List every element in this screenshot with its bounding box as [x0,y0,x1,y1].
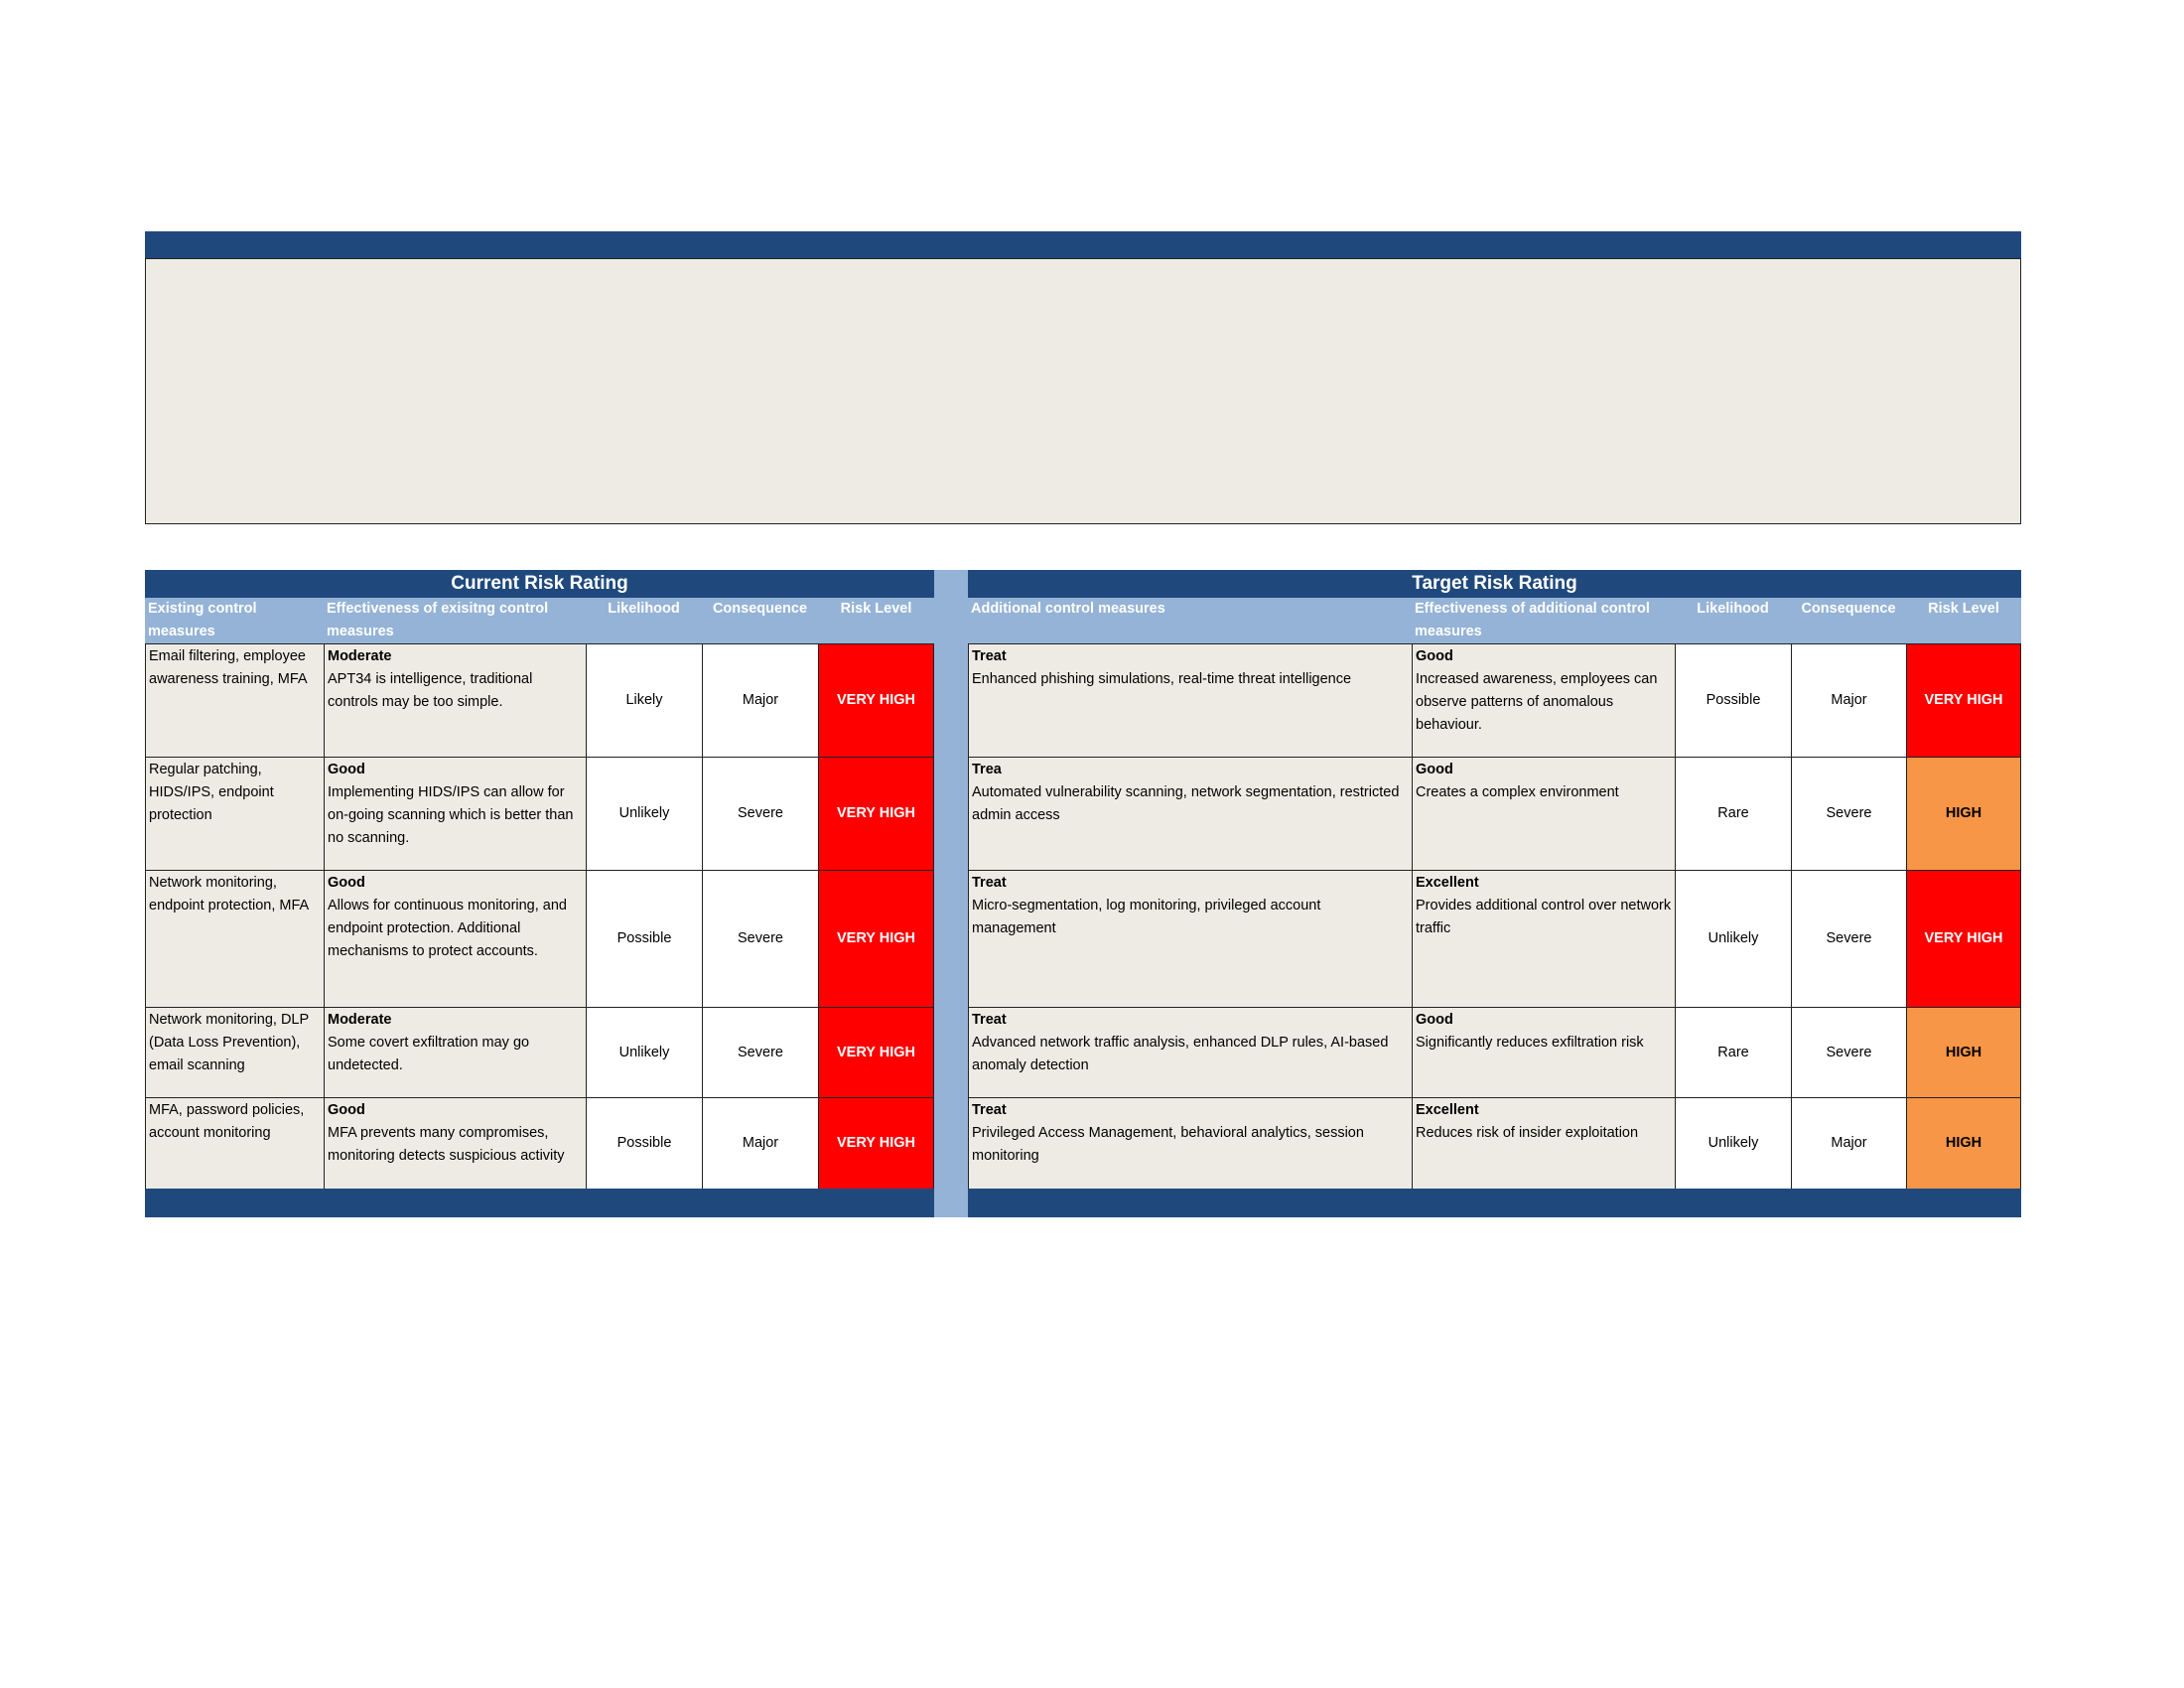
current-consequence-cell: Severe [702,1007,819,1098]
current-controls-cell: Network monitoring, endpoint protection, MFA [145,870,325,1008]
target-effectiveness-cell [1412,643,1676,758]
target-likelihood-cell: Unlikely [1675,1097,1792,1190]
current-likelihood-cell: Likely [586,643,703,758]
effectiveness-rating: Excellent [1416,1102,1479,1118]
current-effectiveness-cell [324,870,587,1008]
additional-controls-text: Advanced network traffic analysis, enhanced DLP rules, AI-based anomaly detection [972,1035,1389,1073]
effectiveness-text: Some covert exfiltration may go undetected. [328,1035,530,1073]
effectiveness-rating: Good [328,875,365,891]
additional-controls-text: Automated vulnerability scanning, network segmentation, restricted admin access [972,784,1400,823]
target-consequence-cell: Severe [1791,1007,1907,1098]
header-current-risk-level: Risk Level [818,598,934,643]
target-risk-level-badge: HIGH [1906,757,2021,871]
target-likelihood-cell: Rare [1675,1007,1792,1098]
target-controls-cell [968,870,1413,1008]
treatment-label: Treat [972,1012,1007,1028]
current-risk-level-badge: VERY HIGH [818,1097,934,1190]
effectiveness-rating: Moderate [328,648,392,664]
effectiveness-rating: Good [1416,648,1453,664]
target-consequence-cell: Severe [1791,870,1907,1008]
effectiveness-rating: Good [1416,1012,1453,1028]
target-risk-level-badge: VERY HIGH [1906,643,2021,758]
effectiveness-rating: Excellent [1416,875,1479,891]
target-controls-cell [968,643,1413,758]
target-controls-cell [968,1007,1413,1098]
target-effectiveness-cell [1412,1097,1676,1190]
header-current-consequence: Consequence [702,598,818,643]
current-likelihood-cell: Possible [586,870,703,1008]
target-consequence-cell: Major [1791,643,1907,758]
target-consequence-cell: Major [1791,1097,1907,1190]
section-divider [934,570,968,1217]
effectiveness-text: Significantly reduces exfiltration risk [1416,1035,1644,1051]
effectiveness-text: APT34 is intelligence, traditional controls may be too simple. [328,671,533,710]
header-existing-effectiveness: Effectiveness of exisitng control measures [324,598,586,643]
additional-controls-text: Micro-segmentation, log monitoring, privileged account management [972,898,1321,936]
effectiveness-text: Creates a complex environment [1416,784,1619,800]
current-effectiveness-cell [324,1007,587,1098]
current-risk-rating-header: Current Risk Rating [145,570,934,598]
target-likelihood-cell: Possible [1675,643,1792,758]
current-consequence-cell: Major [702,643,819,758]
current-consequence-cell: Severe [702,870,819,1008]
header-additional-effectiveness: Effectiveness of additional control measures [1412,598,1675,643]
notes-area [145,258,2021,524]
current-risk-level-badge: VERY HIGH [818,1007,934,1098]
header-current-likelihood: Likelihood [586,598,702,643]
target-effectiveness-cell [1412,1007,1676,1098]
current-consequence-cell: Major [702,1097,819,1190]
target-consequence-cell: Severe [1791,757,1907,871]
effectiveness-text: Allows for continuous monitoring, and endpoint protection. Additional mechanisms to protect accounts. [328,898,567,959]
target-controls-cell [968,757,1413,871]
target-controls-cell [968,1097,1413,1190]
effectiveness-rating: Good [328,1102,365,1118]
current-effectiveness-cell [324,643,587,758]
top-banner [145,231,2021,258]
effectiveness-text: Implementing HIDS/IPS can allow for on-going scanning which is better than no scanning. [328,784,574,846]
additional-controls-text: Privileged Access Management, behavioral analytics, session monitoring [972,1125,1364,1164]
effectiveness-text: Provides additional control over network traffic [1416,898,1672,936]
target-likelihood-cell: Unlikely [1675,870,1792,1008]
header-target-risk-level: Risk Level [1906,598,2021,643]
current-likelihood-cell: Unlikely [586,1007,703,1098]
effectiveness-text: MFA prevents many compromises, monitoring detects suspicious activity [328,1125,565,1164]
current-consequence-cell: Severe [702,757,819,871]
effectiveness-text: Reduces risk of insider exploitation [1416,1125,1639,1141]
target-footer-band [968,1189,2021,1217]
treatment-label: Treat [972,1102,1007,1118]
current-controls-cell: Network monitoring, DLP (Data Loss Prevention), email scanning [145,1007,325,1098]
treatment-label: Treat [972,648,1007,664]
current-likelihood-cell: Possible [586,1097,703,1190]
header-existing-controls: Existing control measures [145,598,324,643]
target-risk-level-badge: VERY HIGH [1906,870,2021,1008]
current-footer-band [145,1189,934,1217]
target-risk-rating-header: Target Risk Rating [968,570,2021,598]
effectiveness-rating: Moderate [328,1012,392,1028]
header-additional-controls: Additional control measures [968,598,1412,643]
target-effectiveness-cell [1412,757,1676,871]
current-controls-cell: MFA, password policies, account monitoring [145,1097,325,1190]
current-risk-level-badge: VERY HIGH [818,870,934,1008]
current-effectiveness-cell [324,757,587,871]
effectiveness-text: Increased awareness, employees can observe patterns of anomalous behaviour. [1416,671,1658,733]
additional-controls-text: Enhanced phishing simulations, real-time threat intelligence [972,671,1352,687]
current-risk-level-badge: VERY HIGH [818,643,934,758]
current-effectiveness-cell [324,1097,587,1190]
header-target-consequence: Consequence [1791,598,1906,643]
target-risk-level-badge: HIGH [1906,1097,2021,1190]
current-controls-cell: Regular patching, HIDS/IPS, endpoint protection [145,757,325,871]
effectiveness-rating: Good [328,762,365,777]
header-target-likelihood: Likelihood [1675,598,1791,643]
current-controls-cell: Email filtering, employee awareness training, MFA [145,643,325,758]
current-likelihood-cell: Unlikely [586,757,703,871]
target-effectiveness-cell [1412,870,1676,1008]
treatment-label: Trea [972,762,1002,777]
current-risk-level-badge: VERY HIGH [818,757,934,871]
treatment-label: Treat [972,875,1007,891]
target-likelihood-cell: Rare [1675,757,1792,871]
target-risk-level-badge: HIGH [1906,1007,2021,1098]
effectiveness-rating: Good [1416,762,1453,777]
